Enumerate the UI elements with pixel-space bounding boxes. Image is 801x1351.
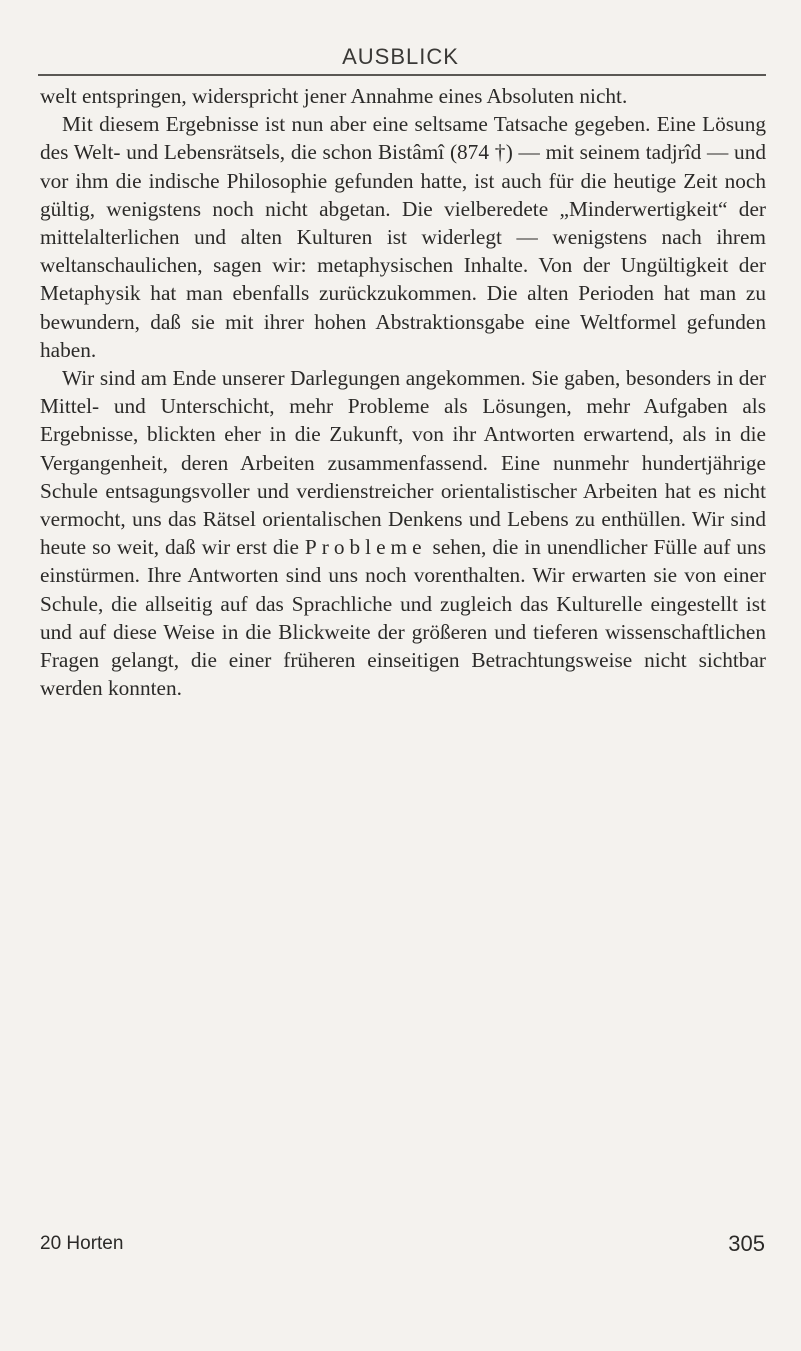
page-body [40,82,766,702]
page-number: 305 [728,1231,765,1256]
paragraph-1: welt entspringen, widerspricht jener Annahme eines Absoluten nicht. [40,84,628,108]
emphasis-probleme: Probleme [304,535,427,560]
printer-signature: 20 Horten [40,1233,124,1254]
header-rule [38,74,766,76]
paragraph-2: Mit diesem Ergebnisse ist nun aber eine seltsame Tatsache gegeben. Eine Lösung des Welt- und Lebensrätsels, die schon Bistâmî (874 †) — mit seinem tadjrîd — und vor ihm die indische Philosophie gefunden hatte, ist auch für die heutige Zeit noch gültig, wenigstens noch nicht abgetan. Die vielberedete „Minderwertigkeit“ der mittelalterlichen und alten Kulturen ist widerlegt — wenigstens nach ihrem weltanschaulichen, sagen wir: metaphysischen Inhalte. Von der Ungültigkeit der Metaphysik hat man ebenfalls zurückzukommen. Die alten Perioden hat man zu bewundern, daß sie mit ihrer hohen Abstraktionsgabe eine Weltformel gefunden haben. [40,112,766,362]
paragraph-3 [40,364,766,702]
running-title: AUSBLICK [342,44,459,69]
paragraph-3-part-1: Wir sind am Ende unserer Darlegungen angekommen. Sie gaben, besonders in der Mittel- und Unterschicht, mehr Probleme als Lösungen, mehr Aufgaben als Ergebnisse, blickten eher in die Zukunft, von ihr Antworten erwartend, als in die Vergangenheit, deren Arbeiten zusammenfassend. Eine nunmehr hundertjährige Schule entsagungsvoller und verdienstreicher orientalistischer Arbeiten hat es nicht vermocht, uns das Rätsel orientalischen Denkens und Lebens zu enthüllen. Wir sind heute so weit, daß wir erst die [40,366,766,560]
paragraph-3-part-2: sehen, die in unendlicher Fülle auf uns einstürmen. Ihre Antworten sind uns noch vorenthalten. Wir erwarten sie von einer Schule, die allseitig auf das Sprachliche und zugleich das Kulturelle eingestellt ist und auf diese Weise in die Blickweite der größeren und tieferen wissenschaftlichen Fragen gelangt, die einer früheren einseitigen Betrachtungsweise nicht sichtbar werden konnten. [40,535,766,701]
